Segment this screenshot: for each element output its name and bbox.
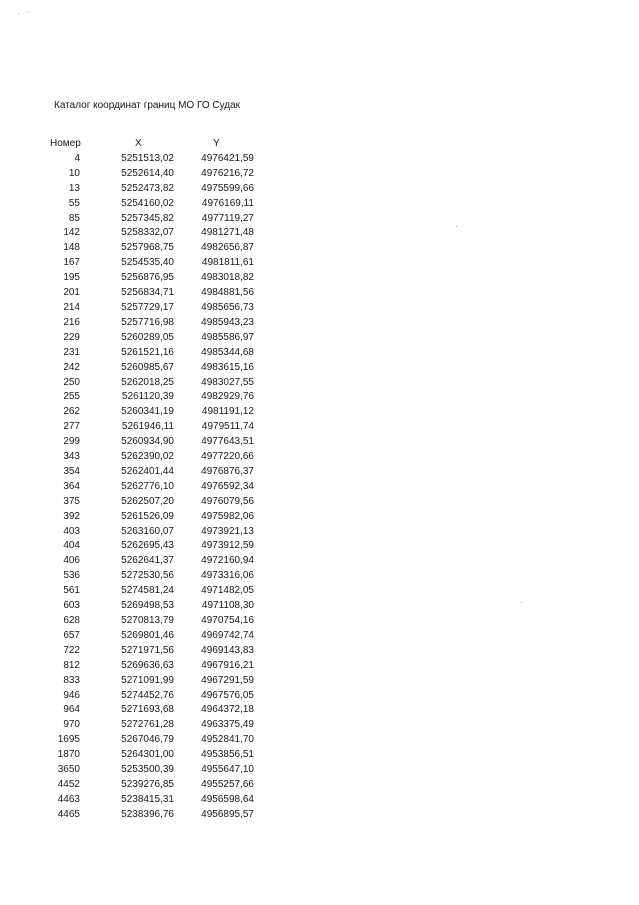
table-row — [0, 316, 300, 331]
row-number: 4463 — [57, 793, 80, 805]
row-y-value: 4973912,59 — [201, 540, 254, 552]
table-row — [0, 167, 300, 182]
row-x-value: 5258332,07 — [121, 227, 174, 239]
header-y: Y — [213, 138, 220, 149]
row-y-value: 4982656,87 — [201, 242, 254, 254]
row-x-value: 5274452,76 — [121, 689, 174, 701]
row-x-value: 5272530,56 — [121, 570, 174, 582]
row-x-value: 5257345,82 — [121, 212, 174, 224]
row-y-value: 4976216,72 — [201, 167, 254, 179]
row-x-value: 5260289,05 — [121, 331, 174, 343]
table-row — [0, 420, 300, 435]
row-x-value: 5256834,71 — [121, 287, 174, 299]
row-y-value: 4977119,27 — [201, 212, 254, 224]
row-number: 603 — [63, 600, 80, 612]
row-y-value: 4976876,37 — [201, 465, 254, 477]
scan-speck — [521, 602, 522, 603]
row-y-value: 4977220,66 — [201, 451, 254, 463]
row-number: 392 — [63, 510, 80, 522]
row-number: 242 — [63, 361, 80, 373]
row-y-value: 4981811,61 — [201, 257, 254, 269]
row-x-value: 5261946,11 — [121, 421, 174, 433]
row-y-value: 4982929,76 — [201, 391, 254, 403]
row-y-value: 4970754,16 — [201, 615, 254, 626]
row-y-value: 4981191,12 — [201, 406, 254, 418]
row-y-value: 4976169,11 — [201, 197, 254, 209]
row-number: 964 — [63, 704, 80, 716]
row-x-value: 5252614,40 — [121, 167, 174, 179]
row-x-value: 5263160,07 — [121, 525, 174, 537]
row-y-value: 4967291,59 — [201, 674, 254, 686]
row-x-value: 5262390,02 — [121, 451, 174, 463]
scan-speck — [18, 13, 19, 14]
table-row — [0, 599, 300, 614]
row-y-value: 4973316,06 — [201, 570, 254, 582]
row-number: 299 — [63, 436, 80, 448]
row-x-value: 5254160,02 — [121, 197, 174, 209]
table-row — [0, 629, 300, 644]
header-number: Номер — [50, 138, 81, 149]
row-number: 404 — [63, 540, 80, 552]
row-y-value: 4983615,16 — [201, 361, 254, 373]
table-row — [0, 331, 300, 346]
table-row — [0, 569, 300, 584]
row-y-value: 4956895,57 — [201, 808, 254, 820]
row-y-value: 4983018,82 — [201, 272, 254, 284]
row-number: 142 — [63, 227, 80, 239]
table-row — [0, 480, 300, 495]
table-row — [0, 390, 300, 405]
table-row — [0, 241, 300, 256]
row-number: 195 — [63, 272, 80, 284]
row-x-value: 5264301,00 — [121, 749, 174, 761]
row-x-value: 5260341,19 — [121, 406, 174, 418]
table-row — [0, 808, 300, 823]
row-y-value: 4985656,73 — [201, 301, 254, 313]
row-x-value: 5262776,10 — [121, 480, 174, 492]
row-y-value: 4967576,05 — [201, 689, 254, 701]
row-y-value: 4976079,56 — [201, 495, 254, 507]
table-body — [0, 152, 300, 823]
table-row — [0, 226, 300, 241]
row-number: 4 — [74, 152, 80, 164]
row-number: 946 — [63, 689, 80, 701]
row-x-value: 5238396,76 — [121, 808, 174, 820]
row-x-value: 5260985,67 — [121, 361, 174, 373]
row-number: 229 — [63, 331, 80, 343]
table-row — [0, 778, 300, 793]
table-row — [0, 256, 300, 271]
row-y-value: 4963375,49 — [201, 719, 254, 731]
row-number: 364 — [63, 480, 80, 492]
row-x-value: 5261120,39 — [121, 391, 174, 403]
table-row — [0, 718, 300, 733]
table-row — [0, 435, 300, 450]
row-x-value: 5262507,20 — [121, 495, 174, 507]
row-number: 262 — [63, 406, 80, 418]
row-x-value: 5257716,98 — [121, 316, 174, 328]
table-row — [0, 346, 300, 361]
row-x-value: 5257729,17 — [121, 301, 174, 313]
table-row — [0, 450, 300, 465]
row-number: 231 — [63, 346, 80, 358]
row-number: 167 — [63, 257, 80, 269]
row-number: 10 — [68, 167, 80, 179]
table-row — [0, 614, 300, 629]
table-row — [0, 584, 300, 599]
row-number: 4452 — [57, 778, 80, 790]
row-y-value: 4969742,74 — [201, 629, 254, 641]
table-row — [0, 301, 300, 316]
row-number: 536 — [63, 570, 80, 582]
row-y-value: 4955257,66 — [201, 778, 254, 790]
table-row — [0, 659, 300, 674]
row-number: 722 — [63, 644, 80, 656]
table-row — [0, 539, 300, 554]
table-row — [0, 674, 300, 689]
row-x-value: 5269636,63 — [121, 659, 174, 671]
row-x-value: 5262018,25 — [121, 376, 174, 388]
row-number: 55 — [68, 197, 80, 209]
row-y-value: 4985586,97 — [201, 331, 254, 343]
table-row — [0, 465, 300, 480]
row-y-value: 4985943,23 — [201, 316, 254, 328]
table-row — [0, 152, 300, 167]
table-row — [0, 495, 300, 510]
row-number: 148 — [63, 242, 80, 254]
row-x-value: 5239276,85 — [121, 778, 174, 790]
row-y-value: 4971108,30 — [201, 600, 254, 612]
table-row — [0, 405, 300, 420]
row-x-value: 5269498,53 — [121, 600, 174, 612]
table-row — [0, 182, 300, 197]
table-row — [0, 510, 300, 525]
row-x-value: 5271693,68 — [121, 704, 174, 716]
row-y-value: 4952841,70 — [201, 734, 254, 746]
row-x-value: 5254535,40 — [121, 257, 174, 269]
row-x-value: 5253500,39 — [121, 764, 174, 776]
table-row — [0, 286, 300, 301]
row-x-value: 5262695,43 — [121, 540, 174, 552]
table-row — [0, 197, 300, 212]
row-x-value: 5261526,09 — [121, 510, 174, 522]
row-number: 812 — [63, 659, 80, 671]
row-x-value: 5271091,99 — [121, 674, 174, 686]
row-x-value: 5252473,82 — [121, 182, 174, 194]
table-row — [0, 525, 300, 540]
row-x-value: 5271971,56 — [121, 644, 174, 656]
row-y-value: 4976592,34 — [201, 480, 254, 492]
row-number: 201 — [63, 287, 80, 299]
row-y-value: 4967916,21 — [201, 659, 254, 671]
row-number: 13 — [68, 182, 80, 194]
row-number: 343 — [63, 451, 80, 463]
row-y-value: 4969143,83 — [201, 644, 254, 656]
row-y-value: 4973921,13 — [201, 525, 254, 537]
row-x-value: 5272761,28 — [121, 719, 174, 731]
row-y-value: 4953856,51 — [201, 749, 254, 761]
row-x-value: 5256876,95 — [121, 272, 174, 284]
row-y-value: 4955647,10 — [201, 764, 254, 776]
row-y-value: 4975982,06 — [201, 510, 254, 522]
row-x-value: 5262641,37 — [121, 555, 174, 567]
row-number: 3650 — [57, 764, 80, 776]
row-number: 403 — [63, 525, 80, 537]
row-number: 833 — [63, 674, 80, 686]
row-y-value: 4985344,68 — [201, 346, 254, 358]
row-number: 354 — [63, 465, 80, 477]
row-y-value: 4956598,64 — [201, 793, 254, 805]
table-row — [0, 271, 300, 286]
table-row — [0, 748, 300, 763]
row-x-value: 5267046,79 — [121, 734, 174, 746]
row-number: 375 — [63, 495, 80, 507]
table-row — [0, 703, 300, 718]
row-y-value: 4972160,94 — [201, 555, 254, 567]
row-y-value: 4984881,56 — [201, 287, 254, 299]
table-row — [0, 793, 300, 808]
coordinates-table — [0, 137, 300, 823]
table-row — [0, 644, 300, 659]
table-row — [0, 554, 300, 569]
row-number: 970 — [63, 719, 80, 731]
row-x-value: 5274581,24 — [121, 585, 174, 597]
row-number: 214 — [63, 301, 80, 313]
row-number: 277 — [63, 421, 80, 433]
row-number: 561 — [63, 585, 80, 597]
row-x-value: 5257968,75 — [121, 242, 174, 254]
row-x-value: 5262401,44 — [121, 465, 174, 477]
table-row — [0, 733, 300, 748]
row-y-value: 4983027,55 — [201, 376, 254, 388]
table-row — [0, 212, 300, 227]
scan-speck — [456, 226, 457, 227]
table-row — [0, 689, 300, 704]
row-number: 1695 — [57, 734, 80, 746]
row-x-value: 5269801,46 — [121, 629, 174, 641]
row-number: 1870 — [57, 749, 80, 761]
table-row — [0, 763, 300, 778]
page-title: Каталог координат границ МО ГО Судак — [54, 100, 241, 111]
row-number: 216 — [63, 316, 80, 328]
row-x-value: 5260934,90 — [121, 436, 174, 448]
row-y-value: 4975599,66 — [201, 182, 254, 194]
table-row — [0, 361, 300, 376]
row-y-value: 4976421,59 — [201, 152, 254, 164]
table-header-row — [0, 137, 300, 152]
row-number: 406 — [63, 555, 80, 567]
row-x-value: 5261521,16 — [121, 346, 174, 358]
row-number: 628 — [63, 615, 80, 626]
row-number: 4465 — [57, 808, 80, 820]
row-y-value: 4977643,51 — [201, 436, 254, 448]
row-number: 250 — [63, 376, 80, 388]
scan-speck — [28, 11, 29, 12]
row-number: 657 — [63, 629, 80, 641]
row-y-value: 4981271,48 — [201, 227, 254, 239]
row-number: 85 — [68, 212, 80, 224]
row-x-value: 5238415,31 — [121, 793, 174, 805]
row-y-value: 4964372,18 — [201, 704, 254, 716]
row-x-value: 5270813,79 — [121, 615, 174, 626]
table-row — [0, 376, 300, 391]
row-y-value: 4971482,05 — [201, 585, 254, 597]
header-x: X — [135, 138, 142, 149]
row-x-value: 5251513,02 — [121, 152, 174, 164]
row-number: 255 — [63, 391, 80, 403]
row-y-value: 4979511,74 — [201, 421, 254, 433]
